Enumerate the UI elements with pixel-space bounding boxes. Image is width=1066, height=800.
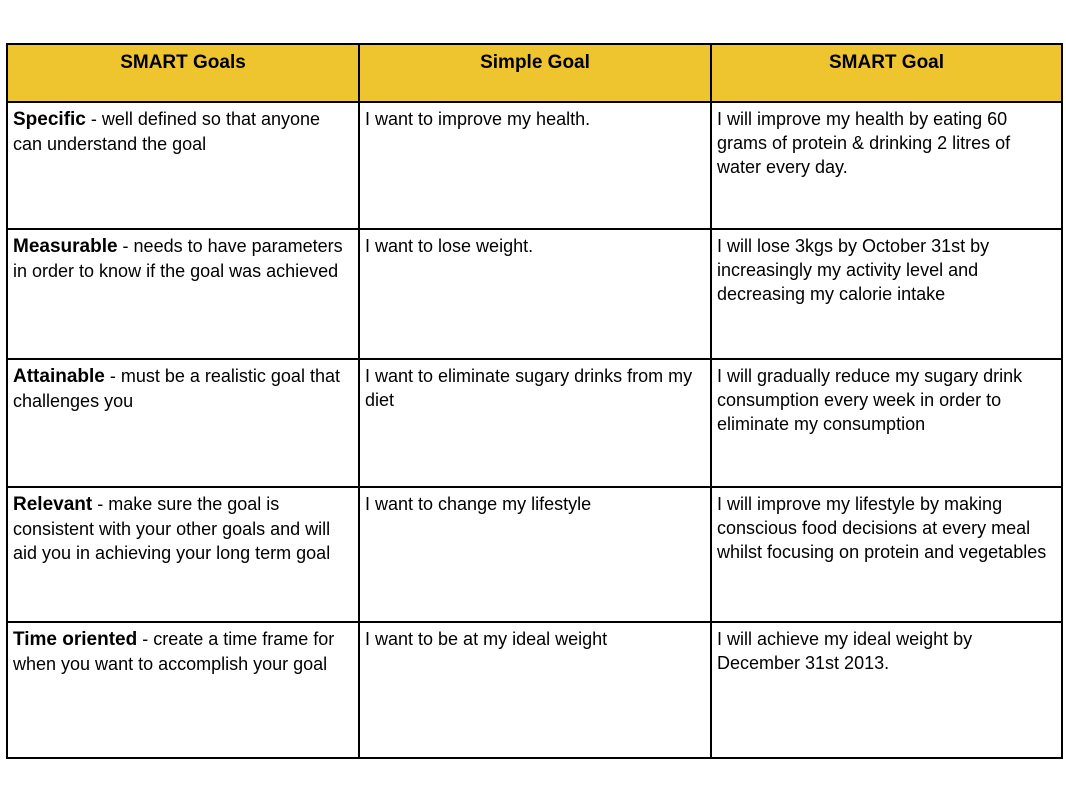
criterion-description: - well defined so that anyone can understand the goal xyxy=(13,109,321,154)
criterion-term: Attainable xyxy=(13,366,105,387)
criterion-description: - create a time frame for when you want to accomplish your goal xyxy=(13,629,335,674)
criterion-cell xyxy=(7,359,359,487)
criterion-cell xyxy=(7,102,359,229)
table-row-relevant xyxy=(7,487,1062,622)
simple-goal-cell: I want to be at my ideal weight xyxy=(359,622,711,758)
criterion-description: - make sure the goal is consistent with your other goals and will aid you in achieving your long term goal xyxy=(13,494,331,563)
simple-goal-cell: I want to improve my health. xyxy=(359,102,711,229)
simple-goal-cell: I want to change my lifestyle xyxy=(359,487,711,622)
table-row-specific xyxy=(7,102,1062,229)
table-row-time-oriented xyxy=(7,622,1062,758)
criterion-term: Measurable xyxy=(13,236,118,257)
smart-goals-table-container xyxy=(6,43,1061,759)
smart-goal-cell: I will lose 3kgs by October 31st by increasingly my activity level and decreasing my calorie intake xyxy=(711,229,1062,359)
criterion-cell xyxy=(7,622,359,758)
simple-goal-cell: I want to lose weight. xyxy=(359,229,711,359)
criterion-cell xyxy=(7,487,359,622)
smart-goal-cell: I will achieve my ideal weight by December 31st 2013. xyxy=(711,622,1062,758)
header-simple-goal: Simple Goal xyxy=(359,44,711,102)
criterion-description: - must be a realistic goal that challenges you xyxy=(13,366,340,411)
table-header-row xyxy=(7,44,1062,102)
smart-goal-cell: I will improve my lifestyle by making conscious food decisions at every meal whilst focusing on protein and vegetables xyxy=(711,487,1062,622)
smart-goals-table xyxy=(6,43,1063,759)
smart-goal-cell: I will gradually reduce my sugary drink consumption every week in order to eliminate my consumption xyxy=(711,359,1062,487)
table-row-measurable xyxy=(7,229,1062,359)
criterion-term: Time oriented xyxy=(13,629,138,650)
criterion-term: Relevant xyxy=(13,494,93,515)
header-smart-goals: SMART Goals xyxy=(7,44,359,102)
criterion-description: - needs to have parameters in order to know if the goal was achieved xyxy=(13,236,343,281)
simple-goal-cell: I want to eliminate sugary drinks from my diet xyxy=(359,359,711,487)
header-smart-goal: SMART Goal xyxy=(711,44,1062,102)
table-row-attainable xyxy=(7,359,1062,487)
criterion-term: Specific xyxy=(13,109,86,130)
criterion-cell xyxy=(7,229,359,359)
smart-goal-cell: I will improve my health by eating 60 grams of protein & drinking 2 litres of water every day. xyxy=(711,102,1062,229)
